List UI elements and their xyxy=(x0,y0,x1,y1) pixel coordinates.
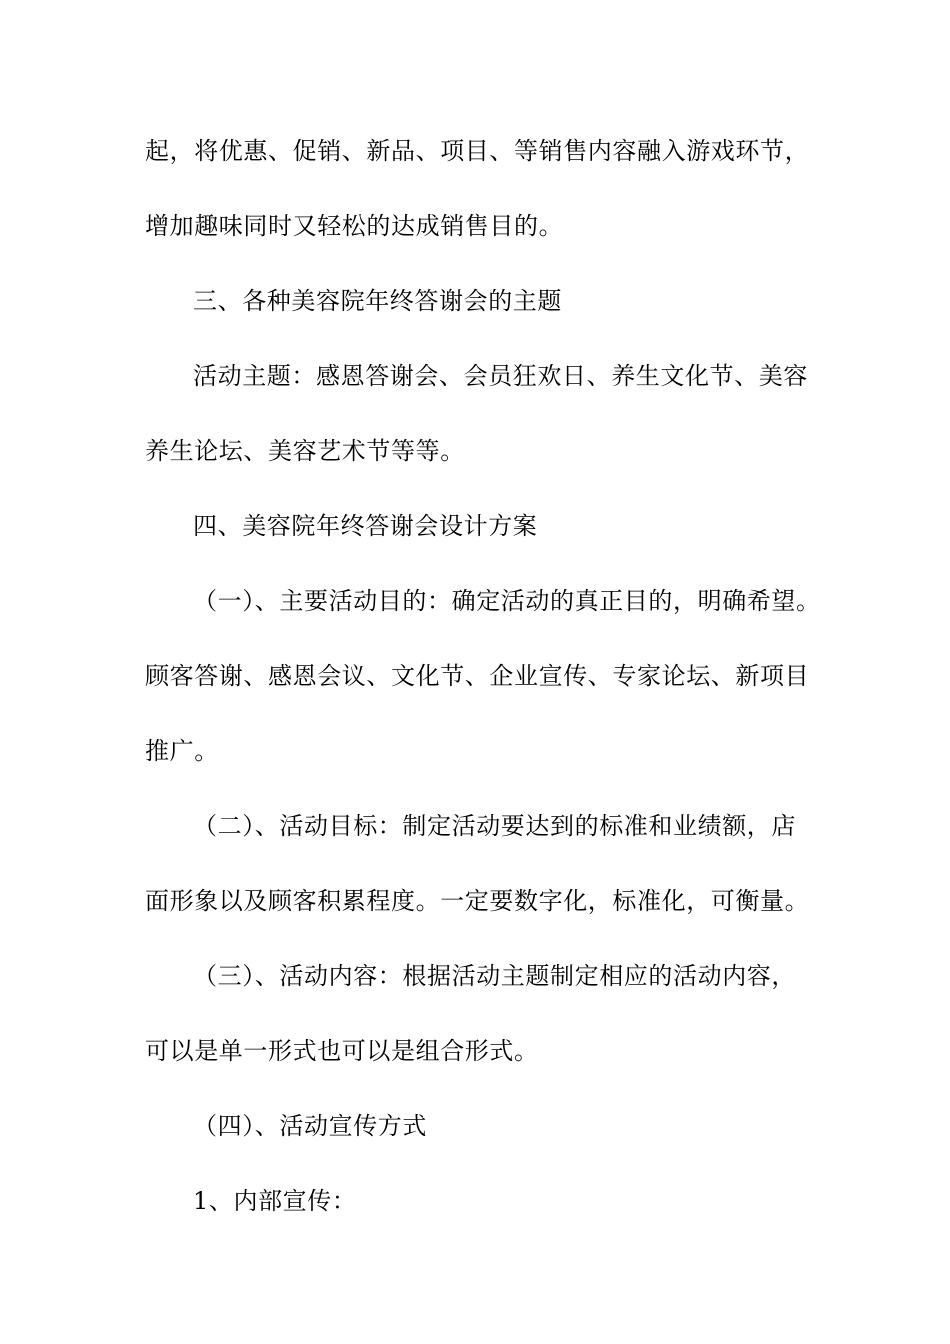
text-line: 养生论坛、美容艺术节等等。 xyxy=(145,437,465,465)
text-line: （二）、活动目标：制定活动要达到的标准和业绩额，店 xyxy=(193,812,796,840)
text-line: 增加趣味同时又轻松的达成销售目的。 xyxy=(145,212,564,240)
text-line: 面形象以及顾客积累程度。一定要数字化，标准化，可衡量。 xyxy=(145,887,810,915)
text-line: 活动主题：感恩答谢会、会员狂欢日、养生文化节、美容 xyxy=(193,362,808,390)
text-line: 1、内部宣传： xyxy=(193,1187,357,1215)
text-line: （四）、活动宣传方式 xyxy=(193,1112,427,1140)
section-heading: 四、美容院年终答谢会设计方案 xyxy=(193,512,538,540)
text-line: 推广。 xyxy=(145,737,219,765)
text-line: 起，将优惠、促销、新品、项目、等销售内容融入游戏环节， xyxy=(145,137,810,165)
text-line: 顾客答谢、感恩会议、文化节、企业宣传、专家论坛、新项目 xyxy=(145,662,810,690)
text-line: （三）、活动内容：根据活动主题制定相应的活动内容， xyxy=(193,962,796,990)
text-line: 可以是单一形式也可以是组合形式。 xyxy=(145,1037,539,1065)
section-heading: 三、各种美容院年终答谢会的主题 xyxy=(193,287,562,315)
text-line: （一）、主要活动目的：确定活动的真正目的，明确希望。 xyxy=(193,587,821,615)
